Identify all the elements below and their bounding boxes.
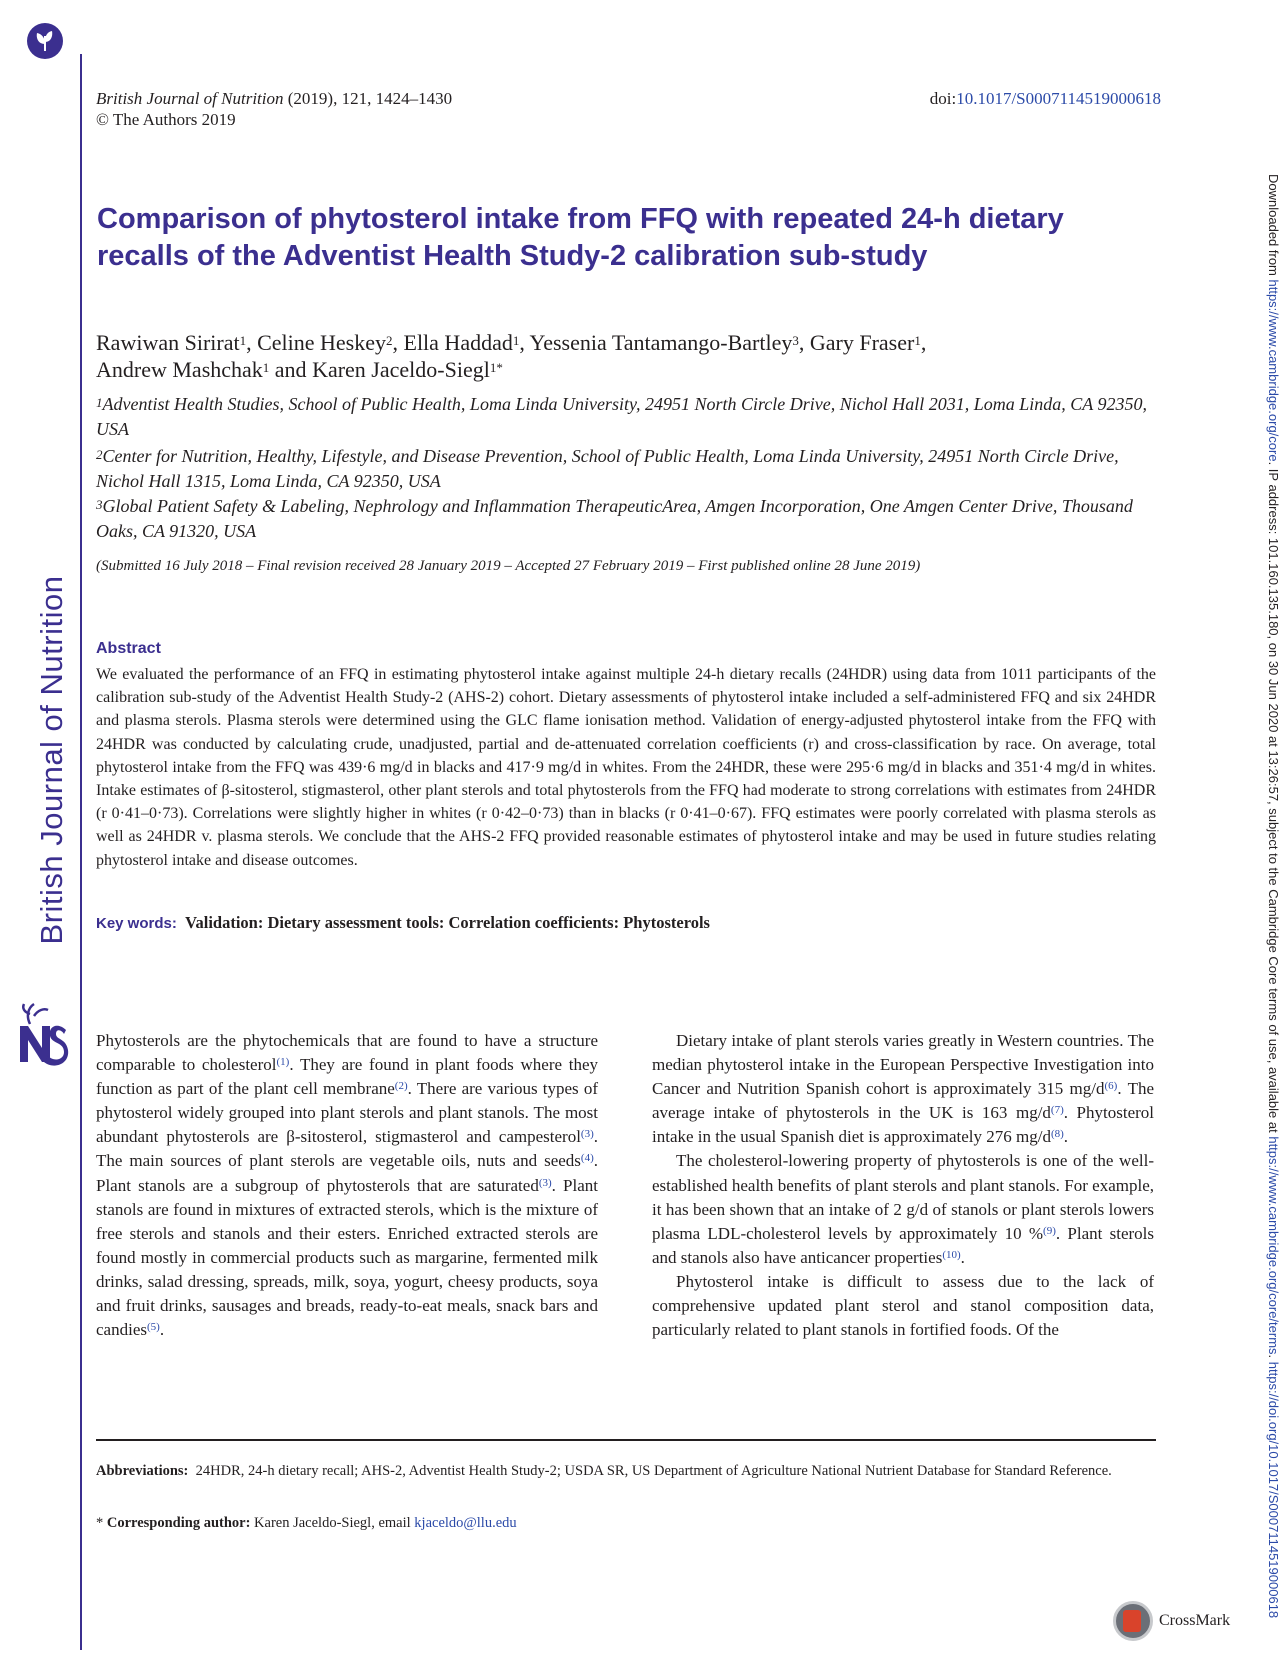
body-text: . Phytosterol intake in the usual Spanish diet is approximately 276 mg/d xyxy=(652,1103,1154,1147)
author-name: Karen Jaceldo-Siegl xyxy=(312,357,490,382)
download-notice xyxy=(1261,174,1285,1619)
journal-citation xyxy=(96,89,452,109)
citation-reference[interactable]: (6) xyxy=(1104,1080,1118,1093)
author-name: Ella Haddad xyxy=(403,330,513,355)
citation-reference[interactable]: (7) xyxy=(1050,1104,1064,1117)
author-separator: , xyxy=(246,330,258,355)
author-name: Rawiwan Sirirat xyxy=(96,330,240,355)
body-paragraph xyxy=(652,1270,1154,1342)
journal-name: British Journal of Nutrition xyxy=(96,89,284,108)
affiliation-text: Global Patient Safety & Labeling, Nephrology and Inflammation TherapeuticArea, Amgen Incorporation, One Amgen Center Drive, Thousand Oaks, CA 91320, USA xyxy=(96,496,1133,541)
affiliation-number: 3 xyxy=(96,497,103,512)
journal-sidebar-title: British Journal of Nutrition xyxy=(34,575,69,945)
download-notice-part1: Downloaded from xyxy=(1266,174,1281,280)
citation-reference[interactable]: (9) xyxy=(1043,1224,1056,1237)
affiliation-1 xyxy=(96,392,1156,442)
author-separator: , xyxy=(920,330,927,355)
author-separator: and xyxy=(269,357,313,382)
cambridge-core-link[interactable]: https://www.cambridge.org/core xyxy=(1266,279,1281,462)
author-list xyxy=(96,329,1156,383)
author-separator: , xyxy=(519,330,530,355)
citation-reference[interactable]: (4) xyxy=(580,1152,594,1165)
body-paragraph xyxy=(96,1029,598,1342)
citation-reference[interactable]: (10) xyxy=(942,1248,961,1261)
body-text: . There are various types of phytosterol widely grouped into plant sterols and plant stanols. The most abundant phytosterols are β-sitosterol, stigmasterol and campesterol xyxy=(96,1079,599,1147)
body-text: . Plant stanols are found in mixtures of extracted sterols, which is the mixture of free sterols and stanols and their esters. Enriched extracted sterols are found mostly in commercial products such as margarine, fermented milk drinks, salad dressing, spreads, milk, soya, yogurt, cheesy products, soya and fruit drinks, sausages and breads, ready-to-eat meals, snack bars and candies xyxy=(96,1175,598,1340)
abstract-body: We evaluated the performance of an FFQ in estimating phytosterol intake against multiple 24-h dietary recalls (24HDR) using data from 1011 participants of the calibration sub-study of the Adventist Health Study-2 (AHS-2) cohort. Dietary assessments of phytosterol intake included a self-administered FFQ and six 24HDR and plasma sterols. Plasma sterols were determined using the GLC flame ionisation method. Validation of energy-adjusted phytosterol intake from the FFQ with 24HDR was conducted by calculating crude, unadjusted, partial and de-attenuated correlation coefficients (r) and cross-classification by race. On average, total phytosterol intake from the FFQ was 439·6 mg/d in blacks and 417·9 mg/d in whites. From the 24HDR, these were 295·6 mg/d in blacks and 351·4 mg/d in whites. Intake estimates of β-sitosterol, stigmasterol, other plant sterols and total phytosterols from the FFQ had moderate to strong correlations with estimates from 24HDR (r 0·41–0·73). Correlations were slightly higher in whites (r 0·42–0·73) than in blacks (r 0·41–0·67). FFQ estimates were poorly correlated with plasma sterols as well as 24HDR v. plasma sterols. We conclude that the AHS-2 FFQ provided reasonable estimates of phytosterol intake and may be used in future studies relating phytosterol intake and disease outcomes. xyxy=(96,666,1156,869)
author-affiliation-mark: 1* xyxy=(489,360,503,375)
ns-logo xyxy=(18,1002,68,1066)
corresponding-email-link[interactable]: kjaceldo@llu.edu xyxy=(414,1515,517,1531)
affiliation-text: Center for Nutrition, Healthy, Lifestyle, and Disease Prevention, School of Public Health, Loma Linda University, 24951 North Circle Drive, Nichol Hall 1315, Loma Linda, CA 92350, USA xyxy=(96,446,1119,491)
download-notice-part3: . xyxy=(1266,1354,1281,1362)
author-affiliation-mark: 1 xyxy=(262,360,270,375)
doi-prefix: doi: xyxy=(929,89,957,108)
corresponding-label: Corresponding author: xyxy=(106,1515,251,1531)
copyright: © The Authors 2019 xyxy=(96,110,236,129)
leaf-icon xyxy=(26,22,64,60)
body-text: Phytosterols are the phytochemicals that are found to have a structure comparable to cholesterol xyxy=(96,1031,598,1075)
keywords-text: Validation: Dietary assessment tools: Correlation coefficients: Phytosterols xyxy=(185,913,710,932)
affiliation-2 xyxy=(96,444,1156,494)
author-separator: , xyxy=(798,330,810,355)
author-affiliation-mark: 1 xyxy=(914,333,921,348)
body-text: Phytosterol intake is difficult to assess due to the lack of comprehensive updated plant sterol and stanol composition data, particularly related to plant stanols in fortified foods. Of the xyxy=(652,1271,1154,1340)
submission-dates: (Submitted 16 July 2018 – Final revision received 28 January 2019 – Accepted 27 February 2019 – First published online 28 June 2019) xyxy=(96,558,921,574)
author-affiliation-mark: 1 xyxy=(512,333,520,348)
author-affiliation-mark: 3 xyxy=(792,333,799,348)
citation-reference[interactable]: (5) xyxy=(146,1321,160,1334)
abstract-heading: Abstract xyxy=(96,640,161,657)
abbreviations-text: 24HDR, 24-h dietary recall; AHS-2, Adventist Health Study-2; USDA SR, US Department of Agriculture National Nutrient Database for Standard Reference. xyxy=(195,1463,1112,1479)
citation-reference[interactable]: (8) xyxy=(1050,1128,1064,1141)
affiliation-number: 2 xyxy=(96,447,103,462)
doi-link[interactable]: 10.1017/S0007114519000618 xyxy=(956,89,1161,108)
download-notice-part2: . IP address: 101.160.135.180, on 30 Jun 2020 at 13:26:57, subject to the Cambridge Core terms of use, available at xyxy=(1266,461,1281,1137)
cambridge-terms-link[interactable]: https://www.cambridge.org/core/terms xyxy=(1266,1136,1281,1355)
author-name: Yessenia Tantamango-Bartley xyxy=(529,330,793,355)
abbreviations-label: Abbreviations: xyxy=(96,1463,189,1479)
keywords-label: Key words: xyxy=(96,915,177,932)
crossmark-badge[interactable] xyxy=(1113,1601,1233,1647)
body-paragraph xyxy=(652,1149,1154,1269)
affiliation-text: Adventist Health Studies, School of Public Health, Loma Linda University, 24951 North Circle Drive, Nichol Hall 2031, Loma Linda, CA 92350, USA xyxy=(96,394,1147,439)
body-text: . The main sources of plant sterols are vegetable oils, nuts and seeds xyxy=(96,1127,598,1171)
affiliation-3 xyxy=(96,494,1156,544)
body-column-right xyxy=(652,1029,1154,1342)
doi xyxy=(930,89,1161,109)
doi-url-link[interactable]: https://doi.org/10.1017/S0007114519000618 xyxy=(1266,1361,1281,1619)
body-paragraph xyxy=(652,1029,1154,1149)
journal-volume: (2019), 121, 1424–1430 xyxy=(287,89,453,108)
author-affiliation-mark: 1 xyxy=(239,333,247,348)
affiliation-number: 1 xyxy=(96,395,103,410)
author-name: Gary Fraser xyxy=(809,330,915,355)
body-text: . xyxy=(159,1320,165,1340)
author-name: Celine Heskey xyxy=(257,330,386,355)
crossmark-icon-inner xyxy=(1123,1610,1141,1632)
body-text: . xyxy=(1063,1127,1069,1147)
footnote-divider xyxy=(96,1439,1156,1441)
author-name: Andrew Mashchak xyxy=(96,357,263,382)
crossmark-label: CrossMark xyxy=(1159,1612,1231,1629)
body-text: . Plant stanols are a subgroup of phytosterols that are saturated xyxy=(96,1151,598,1195)
corresponding-author-footnote xyxy=(96,1513,1156,1533)
author-separator: , xyxy=(392,330,404,355)
abbreviations-footnote xyxy=(96,1461,1156,1482)
body-text: . xyxy=(960,1247,965,1267)
body-text: . Plant sterols and stanols also have anticancer properties xyxy=(652,1223,1154,1267)
article-title: Comparison of phytosterol intake from FFQ with repeated 24-h dietary recalls of the Adventist Health Study-2 calibration sub-study xyxy=(97,203,1064,272)
corresponding-text: Karen Jaceldo-Siegl, email xyxy=(254,1515,415,1531)
citation-reference[interactable]: (3) xyxy=(538,1176,552,1189)
citation-reference[interactable]: (3) xyxy=(580,1128,594,1141)
body-text: Dietary intake of plant sterols varies greatly in Western countries. The median phytosterol intake in the European Perspective Investigation into Cancer and Nutrition Spanish cohort is approximately 315 mg/d xyxy=(652,1031,1154,1099)
journal-margin-rule xyxy=(80,54,82,1650)
keywords xyxy=(96,913,710,933)
body-column-left xyxy=(96,1029,598,1342)
body-text: . They are found in plant foods where they function as part of the plant cell membrane xyxy=(96,1055,598,1099)
body-text: . The average intake of phytosterols in the UK is 163 mg/d xyxy=(652,1079,1154,1123)
citation-reference[interactable]: (2) xyxy=(394,1080,408,1093)
author-affiliation-mark: 2 xyxy=(386,333,393,348)
body-text: The cholesterol-lowering property of phytosterols is one of the well-established health benefits of plant sterols and plant stanols. For example, it has been shown that an intake of 2 g/d of stanols or plant sterols lowers plasma LDL-cholesterol levels by approximately 10 % xyxy=(652,1151,1154,1243)
corresponding-star: * xyxy=(96,1515,104,1531)
citation-reference[interactable]: (1) xyxy=(276,1056,290,1069)
